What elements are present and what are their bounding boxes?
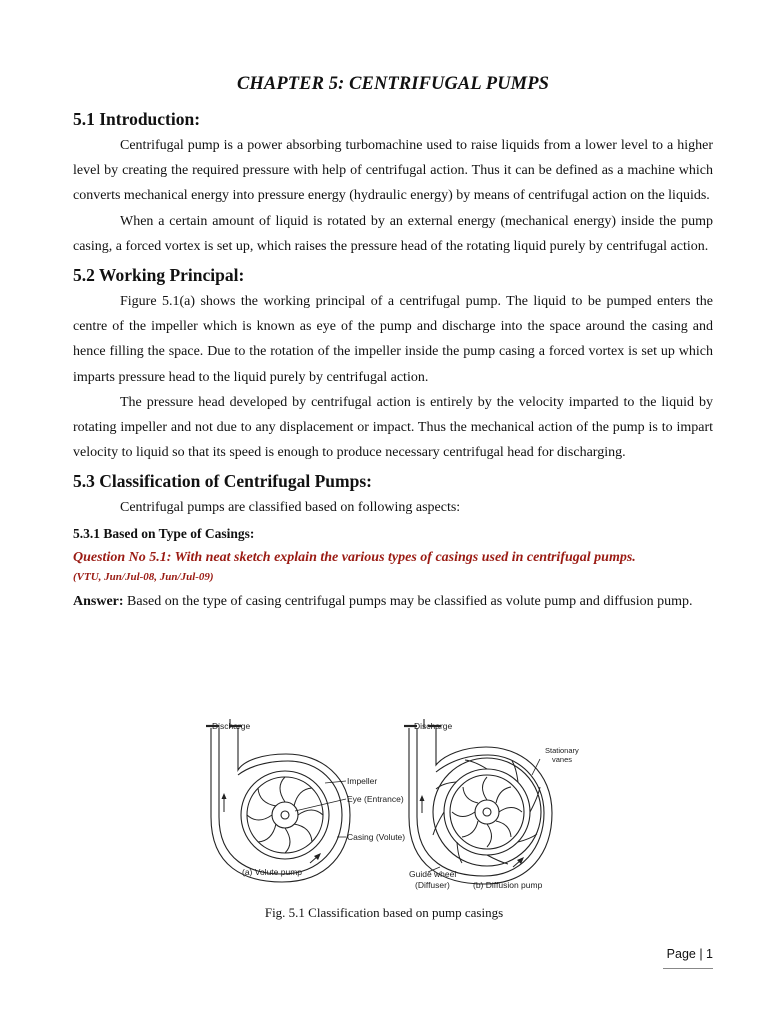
- pump-casings-figure: [200, 717, 579, 895]
- question-text: Question No 5.1: With neat sketch explain the various types of casings used in centrifugal pumps.: [73, 549, 636, 565]
- label-casing: Casing (Volute): [347, 832, 406, 842]
- diffusion-pump-diagram: [404, 719, 552, 884]
- answer-paragraph: [73, 589, 713, 614]
- paragraph: Centrifugal pumps are classified based on following aspects:: [120, 500, 461, 516]
- question-reference: (VTU, Jun/Jul-08, Jun/Jul-09): [73, 570, 214, 583]
- label-caption-a: (a) Volute pump: [242, 867, 303, 877]
- label-caption-b: (b) Diffusion pump: [473, 880, 543, 890]
- label-eye: Eye (Entrance): [347, 794, 404, 804]
- label-guide-wheel: Guide wheel: [409, 869, 457, 879]
- page-number: Page | 1: [666, 947, 713, 961]
- label-discharge-b: Discharge: [414, 721, 453, 731]
- label-vanes: vanes: [552, 755, 573, 764]
- section-heading-introduction: 5.1 Introduction:: [73, 109, 201, 129]
- section-heading-classification: 5.3 Classification of Centrifugal Pumps:: [73, 471, 372, 492]
- paragraph: Centrifugal pump is a power absorbing turbomachine used to raise liquids from a lower level to a higher level by creating the required pressure with help of centrifugal action. Thus it can be defined as a machine which converts mechanical energy into pressure energy (hydraulic energy) by means of centrifugal action on the liquids.: [73, 138, 713, 204]
- paragraph: When a certain amount of liquid is rotated by an external energy (mechanical energy) inside the pump casing, a forced vortex is set up, which raises the pressure head of the rotating liquid purely by centrifugal action.: [73, 213, 713, 254]
- section-heading-working-principal: 5.2 Working Principal:: [73, 265, 245, 286]
- answer-text: Based on the type of casing centrifugal pumps may be classified as volute pump and diffusion pump.: [123, 593, 693, 609]
- chapter-title: CHAPTER 5: CENTRIFUGAL PUMPS: [236, 74, 550, 94]
- label-discharge-a: Discharge: [212, 721, 251, 731]
- answer-label: Answer:: [73, 593, 124, 609]
- paragraph: The pressure head developed by centrifugal action is entirely by the velocity imparted to the liquid by rotating impeller and not due to any displacement or impact. Thus the mechanical action of the pump is to impart velocity to liquid so that its speed is enough to produce necessary centrifugal head for discharging.: [73, 394, 713, 461]
- paragraph: Figure 5.1(a) shows the working principal of a centrifugal pump. The liquid to be pumped enters the centre of the impeller which is known as eye of the pump and discharge into the space around the casing and hence filling the space. Due to the rotation of the impeller inside the pump casing a forced vortex is set up which imparts pressure head to the liquid purely by centrifugal action.: [73, 294, 713, 385]
- volute-pump-diagram: [206, 719, 350, 882]
- label-diffuser: (Diffuser): [415, 880, 450, 890]
- footer-rule: [663, 968, 713, 969]
- figure-caption: Fig. 5.1 Classification based on pump casings: [264, 905, 504, 920]
- label-stationary: Stationary: [545, 746, 579, 755]
- subsection-heading: 5.3.1 Based on Type of Casings:: [73, 525, 255, 541]
- label-impeller: Impeller: [347, 776, 378, 786]
- page-content: [73, 74, 713, 614]
